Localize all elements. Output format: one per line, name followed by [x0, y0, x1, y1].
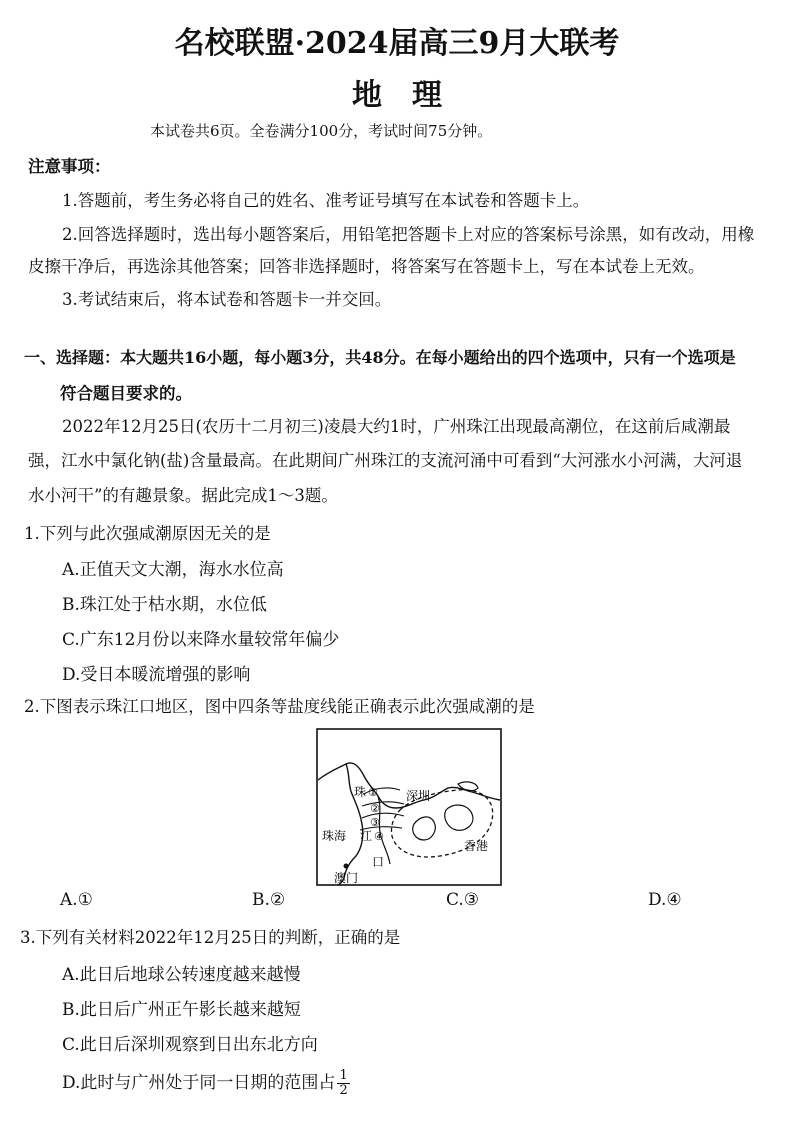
map-label-shenzhen: 深圳	[406, 789, 431, 803]
question-stem: 3.下列有关材料2022年12月25日的判断，正确的是	[20, 928, 401, 947]
option-c: C.广东12月份以来降水量较常年偏少	[62, 630, 340, 650]
passage-line: 强，江水中氯化钠(盐)含量最高。在此期间广州珠江的支流河涌中可看到“大河涨水小河满，大河退	[28, 451, 743, 470]
option-a: A.正值天文大潮，海水水位高	[62, 560, 284, 580]
fraction	[337, 1069, 349, 1098]
subject-title: 地理	[352, 78, 472, 113]
exam-info: 本试卷共6页。全卷满分100分，考试时间75分钟。	[150, 122, 493, 140]
section-heading: 一、选择题：本大题共16小题，每小题3分，共48分。在每小题给出的四个选项中，只有一个选项是	[24, 348, 736, 367]
notice-item: 2.回答选择题时，选出每小题答案后，用铅笔把答题卡上对应的答案标号涂黑，如有改动，用橡	[62, 225, 755, 244]
fraction-numerator: 1	[339, 1068, 348, 1083]
option-b: B.珠江处于枯水期，水位低	[62, 595, 267, 615]
map-label-line3: ③	[370, 816, 380, 829]
option-b: B.②	[252, 890, 286, 910]
pearl-river-estuary-map	[316, 728, 502, 886]
passage-line: 水小河干”的有趣景象。据此完成1～3题。	[28, 486, 338, 505]
notice-item: 3.考试结束后，将本试卷和答题卡一并交回。	[62, 290, 392, 309]
map-label-zhu: 珠	[354, 785, 367, 799]
option-c: C.此日后深圳观察到日出东北方向	[62, 1035, 318, 1055]
question-stem: 1.下列与此次强咸潮原因无关的是	[24, 524, 271, 543]
map-label-line1: ①	[368, 786, 378, 799]
option-d-row	[62, 1068, 350, 1098]
exam-title: 名校联盟·2024届高三9月大联考	[174, 26, 620, 61]
map-label-jiang: 江	[360, 829, 373, 843]
map-label-line2: ②	[370, 802, 380, 815]
notice-heading: 注意事项：	[28, 157, 111, 176]
option-d: D.受日本暖流增强的影响	[62, 665, 251, 685]
option-d: D.④	[648, 890, 682, 910]
map-label-xianggang: 香港	[464, 839, 489, 853]
option-c: C.③	[446, 890, 480, 910]
map-label-aomen: 澳门	[334, 871, 359, 885]
question-stem: 2.下图表示珠江口地区，图中四条等盐度线能正确表示此次强咸潮的是	[24, 697, 535, 716]
map-label-kou: 口	[372, 855, 385, 869]
option-d: D.此时与广州处于同一日期的范围占	[62, 1073, 336, 1093]
option-a: A.此日后地球公转速度越来越慢	[62, 965, 301, 985]
fraction-denominator: 2	[339, 1083, 348, 1098]
option-a: A.①	[60, 890, 93, 910]
passage-line: 2022年12月25日(农历十二月初三)凌晨大约1时，广州珠江出现最高潮位，在这前后咸潮最	[62, 417, 731, 436]
map-label-zhuhai: 珠海	[322, 829, 347, 843]
notice-item: 1.答题前，考生务必将自己的姓名、准考证号填写在本试卷和答题卡上。	[62, 191, 590, 210]
notice-item: 皮擦干净后，再选涂其他答案；回答非选择题时，将答案写在答题卡上，写在本试卷上无效。	[28, 257, 705, 276]
section-heading-cont: 符合题目要求的。	[60, 384, 192, 403]
option-b: B.此日后广州正午影长越来越短	[62, 1000, 301, 1020]
map-label-line4: ④	[374, 830, 384, 843]
